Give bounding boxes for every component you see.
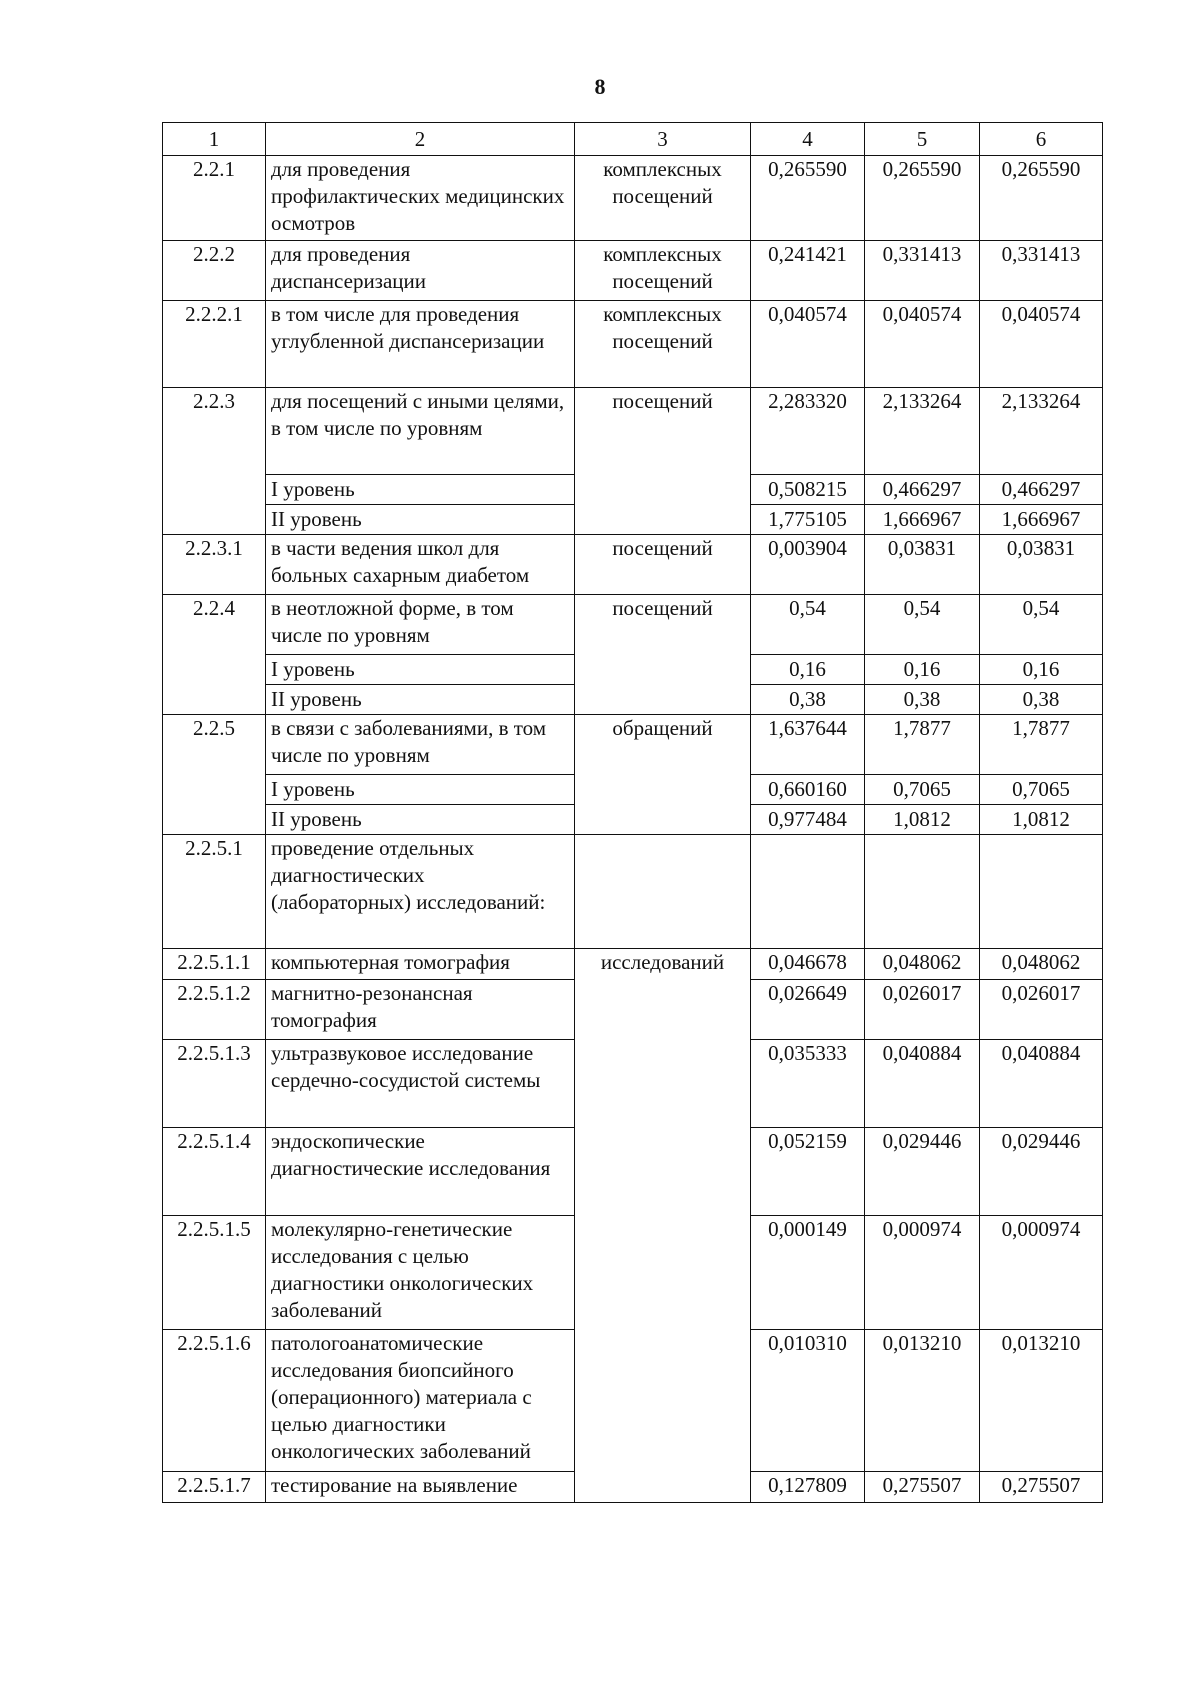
table-row (163, 949, 1103, 980)
row-value-col5: 1,7877 (865, 715, 980, 775)
row-value-col4: 0,000149 (751, 1216, 865, 1330)
row-value-col4: 0,265590 (751, 156, 865, 241)
row-value-col5: 0,013210 (865, 1330, 980, 1472)
row-name: магнитно-резонансная томография (266, 980, 575, 1040)
row-value-col5: 0,048062 (865, 949, 980, 980)
header-col-4: 4 (751, 123, 865, 156)
row-value-col5: 1,0812 (865, 805, 980, 835)
row-value-col6: 0,029446 (980, 1128, 1103, 1216)
row-value-col5: 2,133264 (865, 388, 980, 475)
row-name: в связи с заболеваниями, в том числе по уровням (266, 715, 575, 775)
row-value-col5: 0,040884 (865, 1040, 980, 1128)
row-unit: посещений (575, 388, 751, 535)
row-unit: комплексных посещений (575, 241, 751, 301)
row-value-col4: 0,241421 (751, 241, 865, 301)
row-value-col5: 0,7065 (865, 775, 980, 805)
table-row (163, 835, 1103, 949)
row-code: 2.2.5.1.3 (163, 1040, 266, 1128)
row-name: в неотложной форме, в том числе по уровням (266, 595, 575, 655)
row-value-col5: 0,029446 (865, 1128, 980, 1216)
row-value-col5: 0,54 (865, 595, 980, 655)
row-value-col4: 1,637644 (751, 715, 865, 775)
row-name: тестирование на выявление (266, 1472, 575, 1503)
row-unit: обращений (575, 715, 751, 835)
row-value-col6: 1,0812 (980, 805, 1103, 835)
row-code: 2.2.3.1 (163, 535, 266, 595)
row-name: для проведения диспансеризации (266, 241, 575, 301)
row-code: 2.2.5.1.1 (163, 949, 266, 980)
row-value-col5: 0,03831 (865, 535, 980, 595)
row-code: 2.2.5.1.7 (163, 1472, 266, 1503)
row-name: патологоанатомические исследования биопсийного (операционного) материала с целью диагностики онкологических заболеваний (266, 1330, 575, 1472)
row-value-col5: 0,000974 (865, 1216, 980, 1330)
row-value-col5: 0,275507 (865, 1472, 980, 1503)
row-value-col6: 0,7065 (980, 775, 1103, 805)
table-row (163, 388, 1103, 475)
row-name: проведение отдельных диагностических (лабораторных) исследований: (266, 835, 575, 949)
row-value-col6: 0,16 (980, 655, 1103, 685)
row-value-col4: 0,010310 (751, 1330, 865, 1472)
row-name: компьютерная томография (266, 949, 575, 980)
row-value-col6: 0,040574 (980, 301, 1103, 388)
row-value-col4: 0,127809 (751, 1472, 865, 1503)
row-value-col5: 0,265590 (865, 156, 980, 241)
row-value-col4: 0,052159 (751, 1128, 865, 1216)
row-name: в том числе для проведения углубленной диспансеризации (266, 301, 575, 388)
row-value-col4: 0,660160 (751, 775, 865, 805)
row-code: 2.2.5.1.6 (163, 1330, 266, 1472)
row-name: для посещений с иными целями, в том числе по уровням (266, 388, 575, 475)
row-code: 2.2.5.1.2 (163, 980, 266, 1040)
row-value-col5: 0,026017 (865, 980, 980, 1040)
table-row (163, 535, 1103, 595)
row-value-col5: 0,331413 (865, 241, 980, 301)
header-col-1: 1 (163, 123, 266, 156)
row-value-col4: 0,026649 (751, 980, 865, 1040)
table-row (163, 241, 1103, 301)
row-value-col5: 0,38 (865, 685, 980, 715)
row-name: II уровень (266, 685, 575, 715)
row-value-col4: 0,508215 (751, 475, 865, 505)
row-code: 2.2.5 (163, 715, 266, 835)
row-value-col5: 1,666967 (865, 505, 980, 535)
row-unit (575, 835, 751, 949)
row-value-col4: 1,775105 (751, 505, 865, 535)
row-unit: посещений (575, 535, 751, 595)
row-value-col5: 0,466297 (865, 475, 980, 505)
row-name: эндоскопические диагностические исследования (266, 1128, 575, 1216)
row-unit: исследований (575, 949, 751, 1503)
row-value-col4: 0,003904 (751, 535, 865, 595)
row-value-col4: 2,283320 (751, 388, 865, 475)
row-value-col5: 0,040574 (865, 301, 980, 388)
data-table (162, 122, 1103, 1503)
row-value-col6: 2,133264 (980, 388, 1103, 475)
row-code: 2.2.1 (163, 156, 266, 241)
row-value-col4 (751, 835, 865, 949)
row-code: 2.2.4 (163, 595, 266, 715)
row-value-col5 (865, 835, 980, 949)
row-value-col5: 0,16 (865, 655, 980, 685)
row-value-col4: 0,16 (751, 655, 865, 685)
row-value-col6: 0,466297 (980, 475, 1103, 505)
row-name: молекулярно-генетические исследования с целью диагностики онкологических заболеваний (266, 1216, 575, 1330)
row-name: I уровень (266, 475, 575, 505)
row-code: 2.2.2.1 (163, 301, 266, 388)
row-value-col6: 0,265590 (980, 156, 1103, 241)
row-code: 2.2.5.1.5 (163, 1216, 266, 1330)
row-code: 2.2.5.1.4 (163, 1128, 266, 1216)
table-row (163, 715, 1103, 775)
row-unit: посещений (575, 595, 751, 715)
row-value-col4: 0,54 (751, 595, 865, 655)
row-value-col6: 0,275507 (980, 1472, 1103, 1503)
header-col-2: 2 (266, 123, 575, 156)
row-value-col4: 0,38 (751, 685, 865, 715)
row-value-col6 (980, 835, 1103, 949)
header-col-5: 5 (865, 123, 980, 156)
row-code: 2.2.2 (163, 241, 266, 301)
row-value-col6: 0,048062 (980, 949, 1103, 980)
row-value-col6: 0,03831 (980, 535, 1103, 595)
row-value-col4: 0,040574 (751, 301, 865, 388)
table-header-row (163, 123, 1103, 156)
row-value-col4: 0,046678 (751, 949, 865, 980)
header-col-3: 3 (575, 123, 751, 156)
row-value-col6: 0,013210 (980, 1330, 1103, 1472)
row-name: I уровень (266, 775, 575, 805)
row-name: II уровень (266, 505, 575, 535)
row-name: II уровень (266, 805, 575, 835)
row-value-col6: 1,666967 (980, 505, 1103, 535)
header-col-6: 6 (980, 123, 1103, 156)
row-value-col6: 0,54 (980, 595, 1103, 655)
row-name: ультразвуковое исследование сердечно-сосудистой системы (266, 1040, 575, 1128)
row-value-col6: 1,7877 (980, 715, 1103, 775)
table-row (163, 156, 1103, 241)
page-number: 8 (594, 74, 606, 99)
row-value-col4: 0,977484 (751, 805, 865, 835)
row-value-col6: 0,040884 (980, 1040, 1103, 1128)
table-row (163, 595, 1103, 655)
row-name: в части ведения школ для больных сахарным диабетом (266, 535, 575, 595)
row-unit: комплексных посещений (575, 301, 751, 388)
row-name: для проведения профилактических медицинских осмотров (266, 156, 575, 241)
row-value-col6: 0,000974 (980, 1216, 1103, 1330)
row-value-col6: 0,38 (980, 685, 1103, 715)
row-code: 2.2.5.1 (163, 835, 266, 949)
table-row (163, 301, 1103, 388)
row-unit: комплексных посещений (575, 156, 751, 241)
row-code: 2.2.3 (163, 388, 266, 535)
row-value-col4: 0,035333 (751, 1040, 865, 1128)
row-name: I уровень (266, 655, 575, 685)
row-value-col6: 0,026017 (980, 980, 1103, 1040)
row-value-col6: 0,331413 (980, 241, 1103, 301)
